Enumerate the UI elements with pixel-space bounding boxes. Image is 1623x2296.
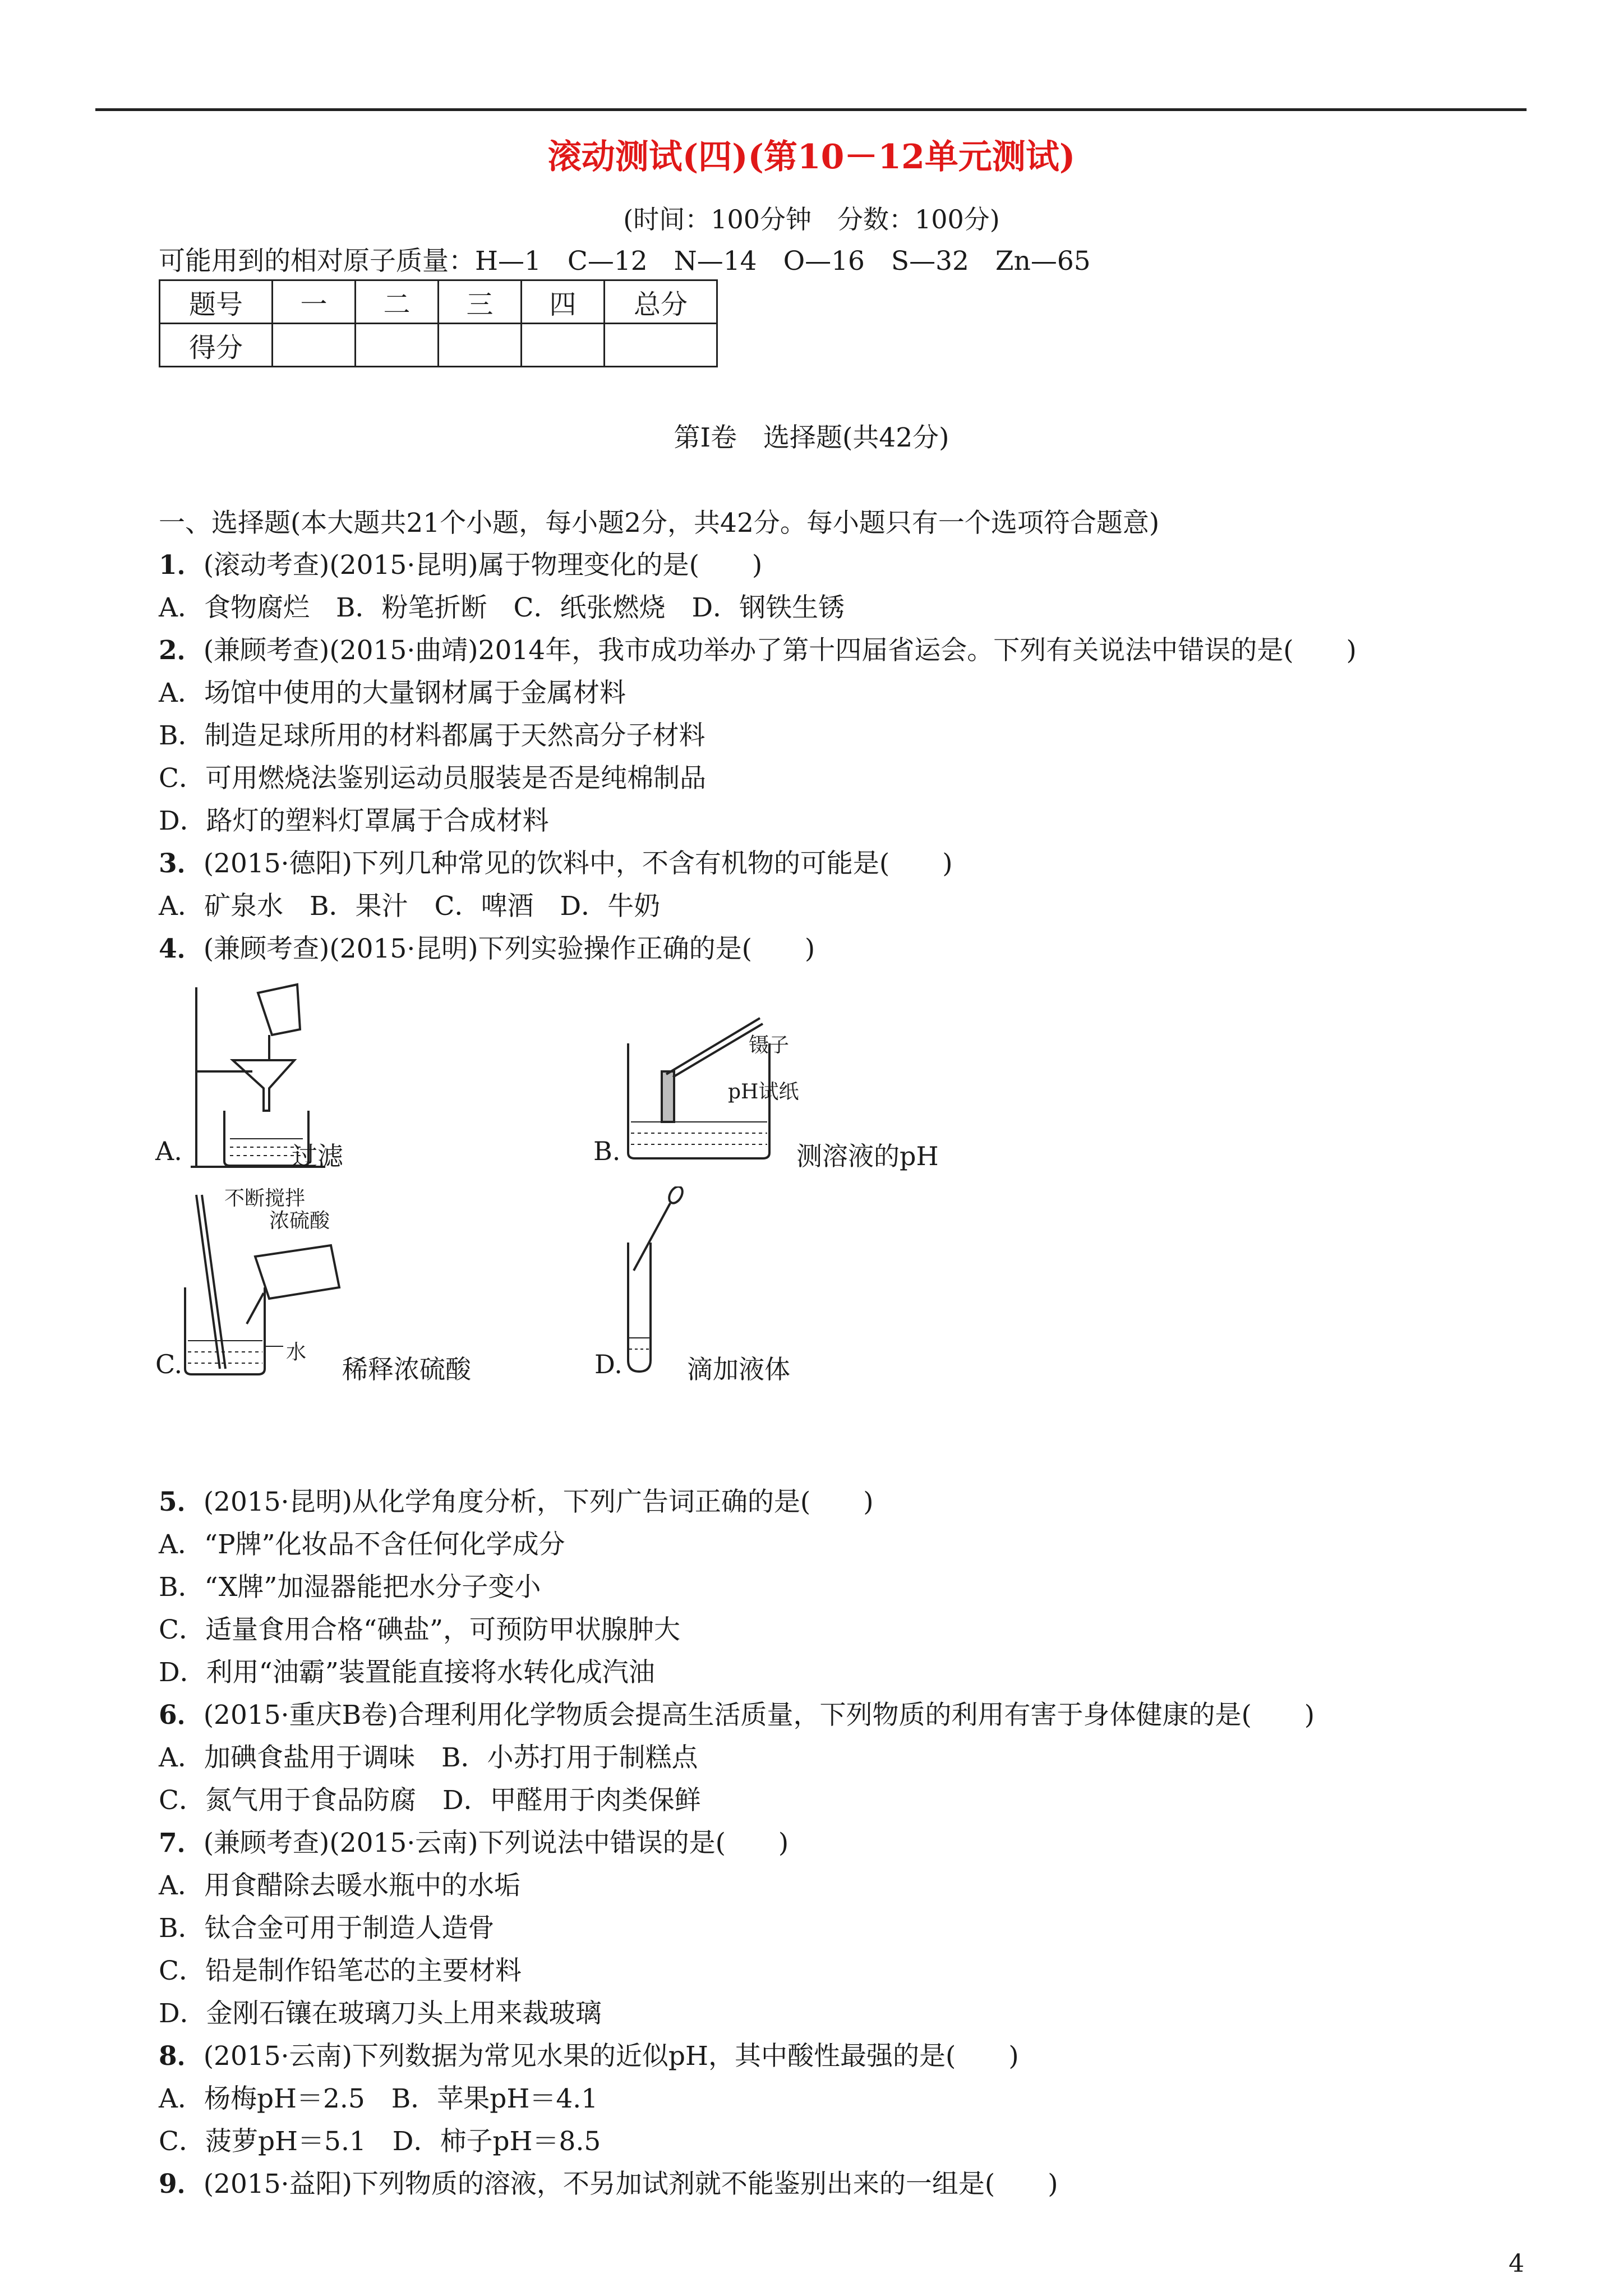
score-cell: 总分 <box>605 280 717 324</box>
question-number: 7． <box>159 1828 204 1858</box>
header-rule <box>95 108 1527 111</box>
figure-letter: A. <box>155 1136 182 1166</box>
options-ab: A．杨梅pH＝2.5 B．苹果pH＝4.1 <box>159 2083 598 2114</box>
section-intro: 一、选择题(本大题共21个小题，每小题2分，共42分。每小题只有一个选项符合题意) <box>159 508 1160 539</box>
score-table-score-row <box>160 324 717 367</box>
option-b: B．钛合金可用于制造人造骨 <box>159 1913 495 1944</box>
ph-paper-label: pH试纸 <box>728 1080 799 1103</box>
score-cell: 一 <box>273 280 356 324</box>
score-table-header-row <box>160 280 717 324</box>
question-stem: (2015·益阳)下列物质的溶液，不另加试剂就不能鉴别出来的一组是( ) <box>203 2169 1058 2200</box>
question-number: 5． <box>159 1487 204 1517</box>
question-9 <box>159 2163 1058 2201</box>
question-number: 8． <box>159 2041 204 2072</box>
score-cell: 题号 <box>160 280 273 324</box>
score-cell: 二 <box>356 280 439 324</box>
question-3-options: A．矿泉水 B．果汁 C．啤酒 D．牛奶 <box>159 891 661 922</box>
question-2 <box>159 629 1357 667</box>
question-stem: (兼顾考查)(2015·曲靖)2014年，我市成功举办了第十四届省运会。下列有关说法中错误的是( ) <box>203 635 1357 666</box>
options-cd: C．氮气用于食品防腐 D．甲醛用于肉类保鲜 <box>159 1785 701 1816</box>
score-cell: 四 <box>522 280 605 324</box>
question-number: 9． <box>159 2169 204 2200</box>
option-a: A．场馆中使用的大量钢材属于金属材料 <box>159 678 626 708</box>
question-number: 1． <box>159 550 204 581</box>
question-number: 4． <box>159 933 204 964</box>
figure-caption: 稀释浓硫酸 <box>342 1354 471 1384</box>
tweezers-label: 镊子 <box>749 1034 790 1057</box>
options-cd: C．菠萝pH＝5.1 D．柿子pH＝8.5 <box>159 2126 601 2157</box>
score-cell: 三 <box>439 280 522 324</box>
option-c: C．适量食用合格“碘盐”，可预防甲状腺肿大 <box>159 1614 681 1645</box>
question-4 <box>159 928 815 965</box>
question-1-options: A．食物腐烂 B．粉笔折断 C．纸张燃烧 D．钢铁生锈 <box>159 592 845 623</box>
question-number: 2． <box>159 635 204 666</box>
question-6 <box>159 1694 1315 1732</box>
score-cell: 得分 <box>160 324 273 367</box>
score-cell <box>356 324 439 367</box>
question-number: 6． <box>159 1700 204 1731</box>
question-stem: (2015·德阳)下列几种常见的饮料中，不含有机物的可能是( ) <box>203 848 953 879</box>
option-a: A．用食醋除去暖水瓶中的水垢 <box>159 1870 520 1901</box>
question-3 <box>159 843 953 880</box>
figure-letter: B. <box>593 1136 621 1166</box>
page-number: 4 <box>1509 2249 1524 2278</box>
question-1 <box>159 544 762 582</box>
score-cell <box>605 324 717 367</box>
score-cell <box>522 324 605 367</box>
atomic-masses: 可能用到的相对原子质量：H—1 C—12 N—14 O—16 S—32 Zn—65 <box>159 246 1091 277</box>
question-7 <box>159 1822 789 1860</box>
question-stem: (兼顾考查)(2015·云南)下列说法中错误的是( ) <box>203 1828 789 1858</box>
option-b: B．制造足球所用的材料都属于天然高分子材料 <box>159 720 706 751</box>
acid-label: 浓硫酸 <box>269 1209 330 1232</box>
score-table <box>159 279 718 367</box>
question-8 <box>159 2035 1019 2073</box>
figure-caption: 滴加液体 <box>687 1354 790 1384</box>
section-heading: 第Ⅰ卷 选择题(共42分) <box>674 422 949 453</box>
time-score-info: (时间：100分钟 分数：100分) <box>623 204 1000 234</box>
question-stem: (兼顾考查)(2015·昆明)下列实验操作正确的是( ) <box>203 933 815 964</box>
option-b: B．“X牌”加湿器能把水分子变小 <box>159 1572 541 1603</box>
dropper-figure <box>617 1186 695 1377</box>
stir-label: 不断搅拌 <box>224 1187 306 1210</box>
question-stem: (滚动考查)(2015·昆明)属于物理变化的是( ) <box>203 550 763 581</box>
option-a: A．“P牌”化妆品不含任何化学成分 <box>159 1529 565 1560</box>
question-stem: (2015·云南)下列数据为常见水果的近似pH，其中酸性最强的是( ) <box>203 2041 1019 2072</box>
options-ab: A．加碘食盐用于调味 B．小苏打用于制糕点 <box>159 1742 698 1773</box>
score-cell <box>439 324 522 367</box>
question-stem: (2015·昆明)从化学角度分析，下列广告词正确的是( ) <box>203 1487 874 1517</box>
option-d: D．路灯的塑料灯罩属于合成材料 <box>159 806 549 836</box>
option-d: D．利用“油霸”装置能直接将水转化成汽油 <box>159 1657 655 1688</box>
figure-letter: D. <box>594 1349 623 1379</box>
option-c: C．可用燃烧法鉴别运动员服装是否是纯棉制品 <box>159 763 706 794</box>
score-cell <box>273 324 356 367</box>
option-d: D．金刚石镶在玻璃刀头上用来裁玻璃 <box>159 1998 602 2029</box>
question-5 <box>159 1481 874 1519</box>
page-title: 滚动测试(四)(第10－12单元测试) <box>547 137 1076 177</box>
question-stem: (2015·重庆B卷)合理利用化学物质会提高生活质量，下列物质的利用有害于身体健康的是( ) <box>203 1700 1315 1731</box>
figure-caption: 过滤 <box>292 1141 343 1171</box>
figure-letter: C. <box>155 1349 183 1379</box>
figure-caption: 测溶液的pH <box>796 1141 939 1171</box>
option-c: C．铅是制作铅笔芯的主要材料 <box>159 1955 522 1986</box>
question-number: 3． <box>159 848 204 879</box>
water-label: 水 <box>286 1341 307 1364</box>
